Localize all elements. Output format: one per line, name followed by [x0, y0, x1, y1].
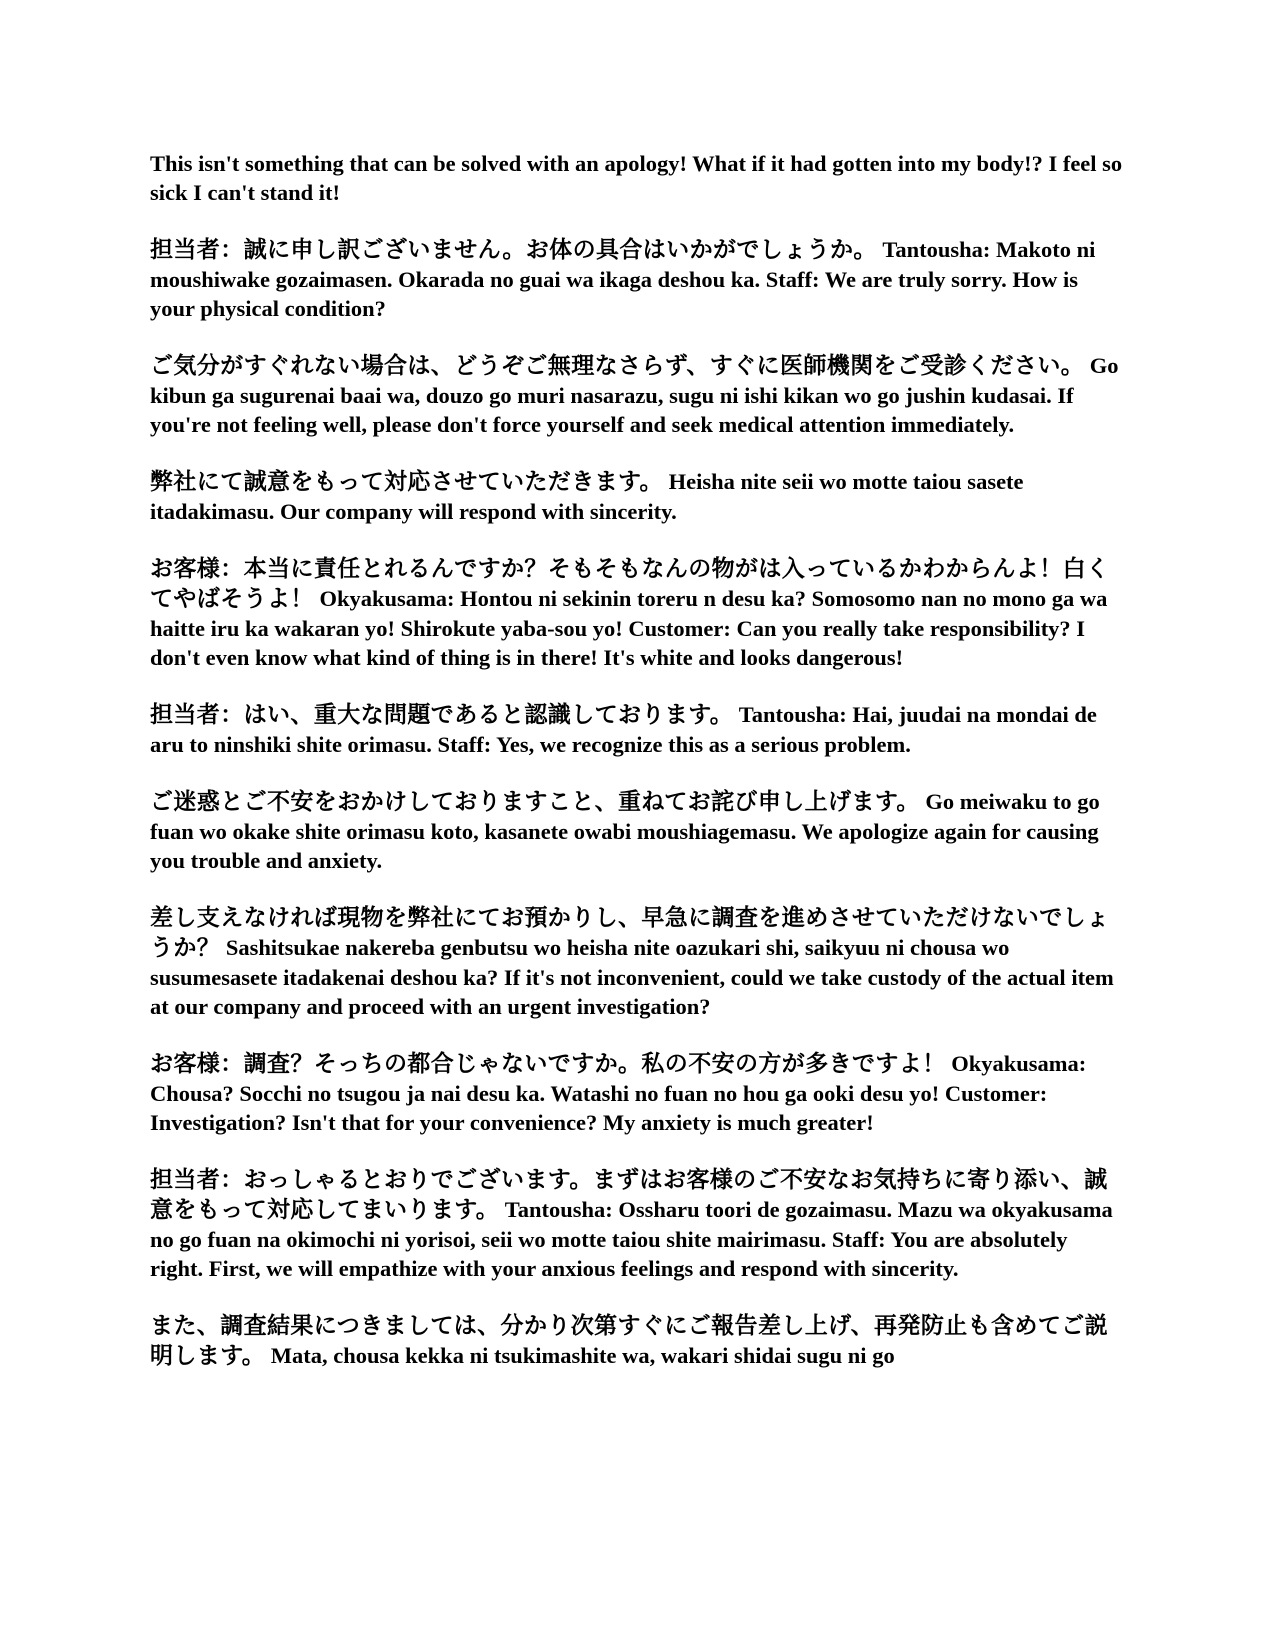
paragraph — [150, 1165, 1125, 1283]
paragraph-japanese-text: ご気分がすぐれない場合は、どうぞご無理なさらず、すぐに医師機関をご受診ください。 — [150, 353, 1085, 379]
paragraph-text: Tantousha: Ossharu toori de gozaimasu. Mazu wa okyakusama no go fuan na okimochi ni yorisoi, seii wo motte taiou shite mairimasu. Staff: You are absolutely right. First, we will empathize with your anxious feelings and respond with sincerity. — [150, 1197, 1113, 1281]
paragraph-japanese-text: お客様：本当に責任とれるんですか？そもそもなんの物がは入っているかわからんよ！白くてやばそうよ！ — [150, 556, 1110, 612]
paragraph — [150, 903, 1125, 1021]
paragraph-japanese-text: ご迷惑とご不安をおかけしておりますこと、重ねてお詫び申し上げます。 — [150, 789, 920, 815]
paragraph — [150, 1311, 1125, 1371]
paragraph-japanese-text: 弊社にて誠意をもって対応させていただきます。 — [150, 469, 663, 495]
paragraph — [150, 149, 1125, 207]
paragraph — [150, 351, 1125, 439]
paragraph-text: Tantousha: Makoto ni moushiwake gozaimasen. Okarada no guai wa ikaga deshou ka. Staff: We are truly sorry. How is your physical condition? — [150, 237, 1096, 321]
paragraph-text: Go kibun ga sugurenai baai wa, douzo go muri nasarazu, sugu ni ishi kikan wo go jushin kudasai. If you're not feeling well, please don't force yourself and seek medical attention immediately. — [150, 353, 1119, 437]
paragraph — [150, 1049, 1125, 1137]
paragraph-text: Tantousha: Hai, juudai na mondai de aru to ninshiki shite orimasu. Staff: Yes, we recognize this as a serious problem. — [150, 702, 1097, 757]
paragraph-japanese-text: 担当者：誠に申し訳ございません。お体の具合はいかがでしょうか。 — [150, 237, 877, 263]
paragraph-japanese-text: また、調査結果につきましては、分かり次第すぐにご報告差し上げ、再発防止も含めてご説明します。 — [150, 1313, 1109, 1369]
paragraph-text: Go meiwaku to go fuan wo okake shite orimasu koto, kasanete owabi moushiagemasu. We apologize again for causing you trouble and anxiety. — [150, 789, 1100, 873]
paragraph-text: Sashitsukae nakereba genbutsu wo heisha nite oazukari shi, saikyuu ni chousa wo susumesasete itadakenai deshou ka? If it's not inconvenient, could we take custody of the actual item at our company and proceed with an urgent investigation? — [150, 935, 1114, 1019]
paragraph-text: Okyakusama: Hontou ni sekinin toreru n desu ka? Somosomo nan no mono ga wa haitte iru ka wakaran yo! Shirokute yaba-sou yo! Customer: Can you really take responsibility? I don't even know what kind of thing is in there! It's white and looks dangerous! — [150, 586, 1108, 670]
paragraph — [150, 467, 1125, 526]
paragraph — [150, 235, 1125, 323]
paragraph-japanese-text: お客様：調査？そっちの都合じゃないですか。私の不安の方が多きですよ！ — [150, 1051, 946, 1077]
paragraph-japanese-text: 差し支えなければ現物を弊社にてお預かりし、早急に調査を進めさせていただけないでしょうか？ — [150, 905, 1110, 961]
paragraph-text: This isn't something that can be solved with an apology! What if it had gotten into my body!? I feel so sick I can't stand it! — [150, 151, 1123, 205]
paragraph — [150, 787, 1125, 875]
document-page — [150, 149, 1125, 1399]
paragraph — [150, 700, 1125, 759]
paragraph-japanese-text: 担当者：はい、重大な問題であると認識しております。 — [150, 702, 734, 728]
paragraph-text: Heisha nite seii wo motte taiou sasete itadakimasu. Our company will respond with sincerity. — [150, 469, 1024, 524]
paragraph — [150, 554, 1125, 672]
paragraph-text: Mata, chousa kekka ni tsukimashite wa, wakari shidai sugu ni go — [270, 1343, 895, 1368]
paragraph-japanese-text: 担当者：おっしゃるとおりでございます。まずはお客様のご不安なお気持ちに寄り添い、誠意をもって対応してまいります。 — [150, 1167, 1108, 1223]
paragraph-text: Okyakusama: Chousa? Socchi no tsugou ja nai desu ka. Watashi no fuan no hou ga ooki desu yo! Customer: Investigation? Isn't that for your convenience? My anxiety is much greater! — [150, 1051, 1087, 1135]
